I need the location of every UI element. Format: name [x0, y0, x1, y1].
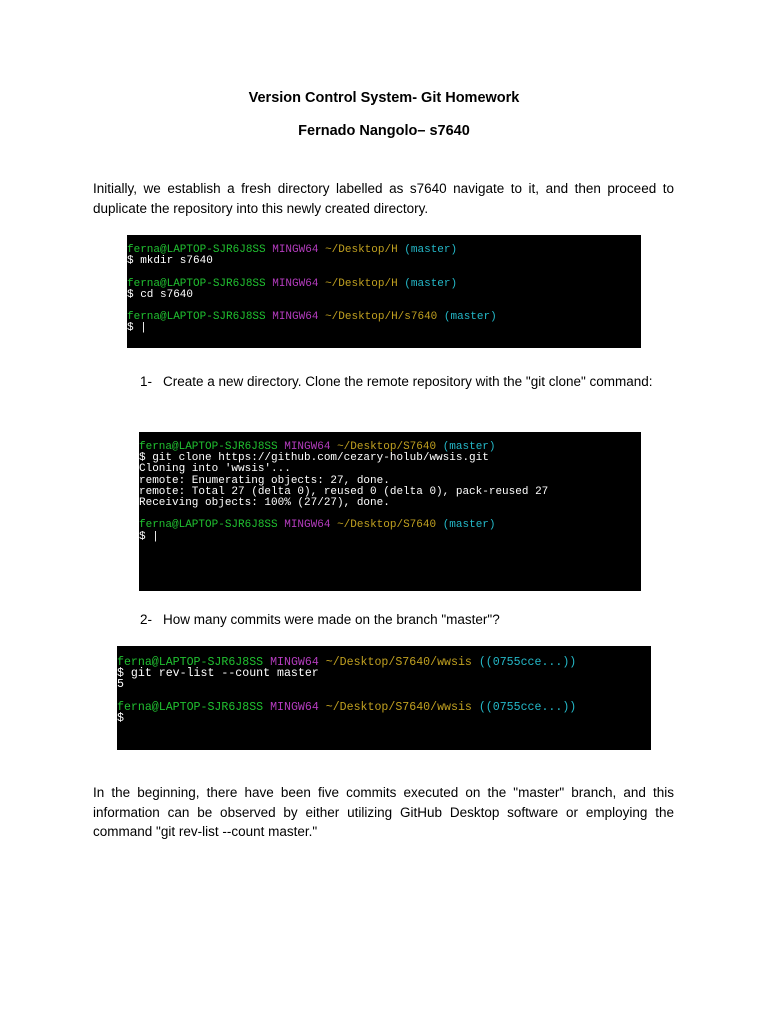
terminal-output-line: remote: Enumerating objects: 27, done. [139, 474, 390, 487]
prompt-branch: ((0755cce...)) [478, 656, 577, 669]
prompt-host: MINGW64 [284, 519, 331, 532]
step-text: How many commits were made on the branch "master"? [163, 612, 500, 627]
terminal-screenshot-rev-list [117, 646, 651, 750]
terminal-output-line: Cloning into 'wwsis'... [139, 463, 291, 476]
prompt-branch: (master) [404, 244, 458, 256]
terminal-prompt-line [127, 279, 641, 290]
prompt-path: ~/Desktop/H [325, 244, 398, 256]
intro-paragraph: Initially, we establish a fresh directory labelled as s7640 navigate to it, and then proceed to duplicate the repository into this newly created directory. [93, 181, 674, 216]
terminal-output-line: $ | [127, 322, 147, 335]
prompt-user: ferna@LAPTOP-SJR6J8SS [139, 441, 278, 453]
terminal-output-line: $ git rev-list --count master [117, 667, 319, 681]
terminal-prompt-line [139, 520, 641, 531]
terminal-prompt-line [117, 702, 651, 713]
prompt-path: ~/Desktop/S7640/wwsis [325, 656, 472, 669]
prompt-path: ~/Desktop/H [325, 277, 398, 290]
author-line: Fernado Nangolo– s7640 [298, 123, 470, 139]
step-1 [140, 372, 680, 412]
prompt-host: MINGW64 [270, 656, 319, 669]
step-text: Create a new directory. Clone the remote repository with the "git clone" command: [163, 374, 653, 389]
terminal-output-line: 5 [117, 678, 124, 692]
prompt-user: ferna@LAPTOP-SJR6J8SS [127, 244, 266, 256]
terminal-screenshot-mkdir [127, 235, 641, 348]
step-number: 2- [140, 612, 153, 627]
prompt-user: ferna@LAPTOP-SJR6J8SS [117, 656, 264, 669]
prompt-branch: (master) [443, 311, 497, 324]
prompt-path: ~/Desktop/S7640 [337, 519, 437, 532]
terminal-prompt-line [127, 312, 641, 323]
terminal-output-line: $ mkdir s7640 [127, 255, 213, 268]
terminal-output-line: $ | [139, 530, 159, 543]
terminal-output-line: $ [117, 711, 124, 725]
terminal-screenshot-clone [139, 432, 641, 591]
terminal-output-line: remote: Total 27 (delta 0), reused 0 (delta 0), pack-reused 27 [139, 485, 549, 498]
conclusion-paragraph: In the beginning, there have been five commits executed on the "master" branch, and this information can be observed by either utilizing GitHub Desktop software or employing the command "git rev-list --count master." [93, 785, 674, 839]
prompt-user: ferna@LAPTOP-SJR6J8SS [127, 311, 266, 324]
prompt-host: MINGW64 [272, 277, 319, 290]
prompt-branch: ((0755cce...)) [478, 700, 577, 714]
prompt-host: MINGW64 [272, 311, 319, 324]
prompt-branch: (master) [442, 441, 496, 453]
document-title: Version Control System- Git Homework [248, 90, 520, 106]
prompt-path: ~/Desktop/S7640/wwsis [325, 700, 472, 714]
terminal-output-line: $ git clone https://github.com/cezary-holub/wwsis.git [139, 452, 489, 465]
prompt-host: MINGW64 [270, 700, 319, 714]
step-number: 1- [140, 374, 153, 389]
terminal-output-line: $ cd s7640 [127, 288, 194, 301]
prompt-user: ferna@LAPTOP-SJR6J8SS [139, 519, 278, 532]
prompt-branch: (master) [442, 519, 496, 532]
prompt-host: MINGW64 [272, 244, 319, 256]
prompt-host: MINGW64 [284, 441, 331, 453]
prompt-user: ferna@LAPTOP-SJR6J8SS [127, 277, 266, 290]
prompt-branch: (master) [404, 277, 458, 290]
terminal-output-line: Receiving objects: 100% (27/27), done. [139, 496, 390, 509]
prompt-path: ~/Desktop/S7640 [337, 441, 437, 453]
prompt-user: ferna@LAPTOP-SJR6J8SS [117, 700, 264, 714]
prompt-path: ~/Desktop/H/s7640 [325, 311, 438, 324]
step-2 [140, 610, 680, 630]
